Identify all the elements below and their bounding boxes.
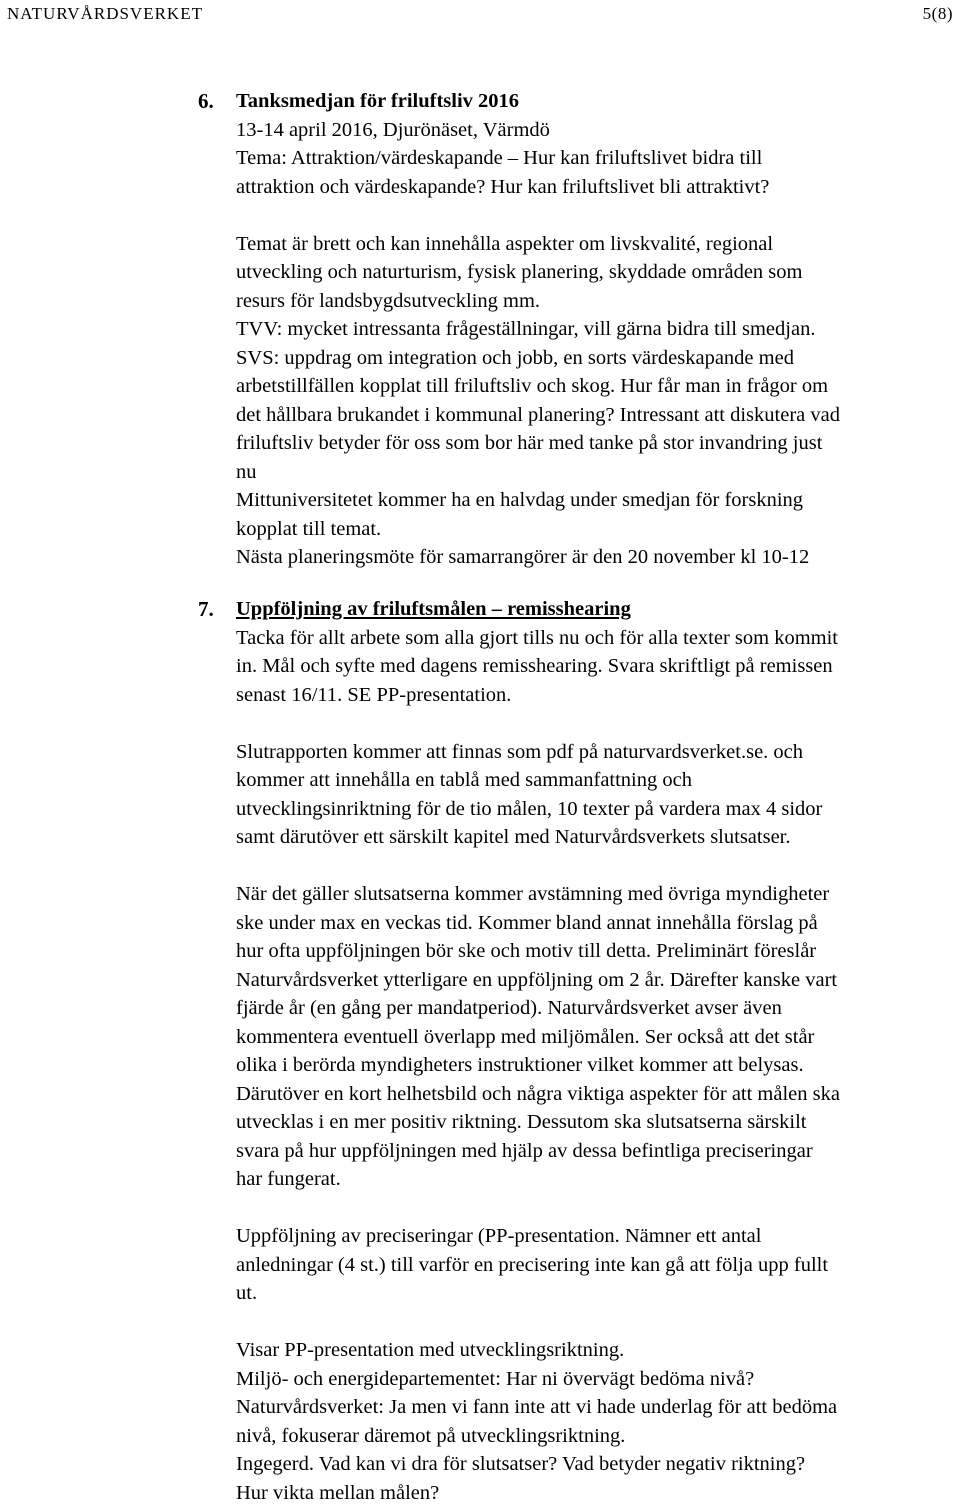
text-line: Visar PP-presentation med utvecklingsriktning. bbox=[236, 1336, 958, 1365]
text-line: Miljö- och energidepartementet: Har ni övervägt bedöma nivå? bbox=[236, 1365, 958, 1394]
text-line: nivå, fokuserar däremot på utvecklingsriktning. bbox=[236, 1422, 958, 1451]
text-line: Nästa planeringsmöte för samarrangörer är den 20 november kl 10-12 bbox=[236, 543, 958, 572]
text-line: det hållbara brukandet i kommunal planering? Intressant att diskutera vad bbox=[236, 401, 958, 430]
text-line: fjärde år (en gång per mandatperiod). Naturvårdsverket avser även bbox=[236, 994, 958, 1023]
text-line: Ingegerd. Vad kan vi dra för slutsatser? Vad betyder negativ riktning? bbox=[236, 1450, 958, 1479]
text-line: in. Mål och syfte med dagens remisshearing. Svara skriftligt på remissen bbox=[236, 652, 958, 681]
text-line: svara på hur uppföljningen med hjälp av dessa befintliga preciseringar bbox=[236, 1137, 958, 1166]
text-line: ske under max en veckas tid. Kommer bland annat innehålla förslag på bbox=[236, 909, 958, 938]
page-header bbox=[7, 4, 953, 28]
text-line: ut. bbox=[236, 1279, 958, 1308]
text-line: hur ofta uppföljningen bör ske och motiv till detta. Preliminärt föreslår bbox=[236, 937, 958, 966]
text-line: Hur vikta mellan målen? bbox=[236, 1479, 958, 1507]
text-line: olika i berörda myndigheters instruktioner vilket kommer att belysas. bbox=[236, 1051, 958, 1080]
section-number: 7. bbox=[198, 595, 214, 623]
text-line: kommer att innehålla en tablå med sammanfattning och bbox=[236, 766, 958, 795]
text-line: Temat är brett och kan innehålla aspekter om livskvalité, regional bbox=[236, 230, 958, 259]
text-line: friluftsliv betyder för oss som bor här med tanke på stor invandring just bbox=[236, 429, 958, 458]
org-name: NATURVÅRDSVERKET bbox=[7, 4, 203, 24]
text-line: utvecklingsinriktning för de tio målen, 10 texter på vardera max 4 sidor bbox=[236, 795, 958, 824]
text-line: senast 16/11. SE PP-presentation. bbox=[236, 681, 958, 710]
text-line: arbetstillfällen kopplat till friluftsliv och skog. Hur får man in frågor om bbox=[236, 372, 958, 401]
text-line: samt därutöver ett särskilt kapitel med Naturvårdsverkets slutsatser. bbox=[236, 823, 958, 852]
text-line: anledningar (4 st.) till varför en precisering inte kan gå att följa upp fullt bbox=[236, 1251, 958, 1280]
text-line: Slutrapporten kommer att finnas som pdf på naturvardsverket.se. och bbox=[236, 738, 958, 767]
section-number: 6. bbox=[198, 87, 214, 115]
text-line: När det gäller slutsatserna kommer avstämning med övriga myndigheter bbox=[236, 880, 958, 909]
text-line: nu bbox=[236, 458, 958, 487]
text-line: Naturvårdsverket ytterligare en uppföljning om 2 år. Därefter kanske vart bbox=[236, 966, 958, 995]
text-line: Tema: Attraktion/värdeskapande – Hur kan friluftslivet bidra till bbox=[236, 144, 958, 173]
text-line: kopplat till temat. bbox=[236, 515, 958, 544]
section-content bbox=[236, 595, 958, 1507]
text-line: TVV: mycket intressanta frågeställningar, vill gärna bidra till smedjan. bbox=[236, 315, 958, 344]
section-content bbox=[236, 87, 958, 572]
text-line: utvecklas i en mer positiv riktning. Dessutom ska slutsatserna särskilt bbox=[236, 1108, 958, 1137]
text-line: har fungerat. bbox=[236, 1165, 958, 1194]
text-line: kommentera eventuell överlapp med miljömålen. Ser också att det står bbox=[236, 1023, 958, 1052]
section-title: Tanksmedjan för friluftsliv 2016 bbox=[236, 87, 958, 116]
text-line: 13-14 april 2016, Djurönäset, Värmdö bbox=[236, 116, 958, 145]
section-title: Uppföljning av friluftsmålen – remisshearing bbox=[236, 595, 958, 624]
text-line: utveckling och naturturism, fysisk planering, skyddade områden som bbox=[236, 258, 958, 287]
text-line: Naturvårdsverket: Ja men vi fann inte att vi hade underlag för att bedöma bbox=[236, 1393, 958, 1422]
page-number: 5(8) bbox=[923, 4, 953, 24]
text-line: Tacka för allt arbete som alla gjort tills nu och för alla texter som kommit bbox=[236, 624, 958, 653]
text-line: attraktion och värdeskapande? Hur kan friluftslivet bli attraktivt? bbox=[236, 173, 958, 202]
text-line: Uppföljning av preciseringar (PP-presentation. Nämner ett antal bbox=[236, 1222, 958, 1251]
text-line: resurs för landsbygdsutveckling mm. bbox=[236, 287, 958, 316]
text-line: Därutöver en kort helhetsbild och några viktiga aspekter för att målen ska bbox=[236, 1080, 958, 1109]
text-line: Mittuniversitetet kommer ha en halvdag under smedjan för forskning bbox=[236, 486, 958, 515]
text-line: SVS: uppdrag om integration och jobb, en sorts värdeskapande med bbox=[236, 344, 958, 373]
